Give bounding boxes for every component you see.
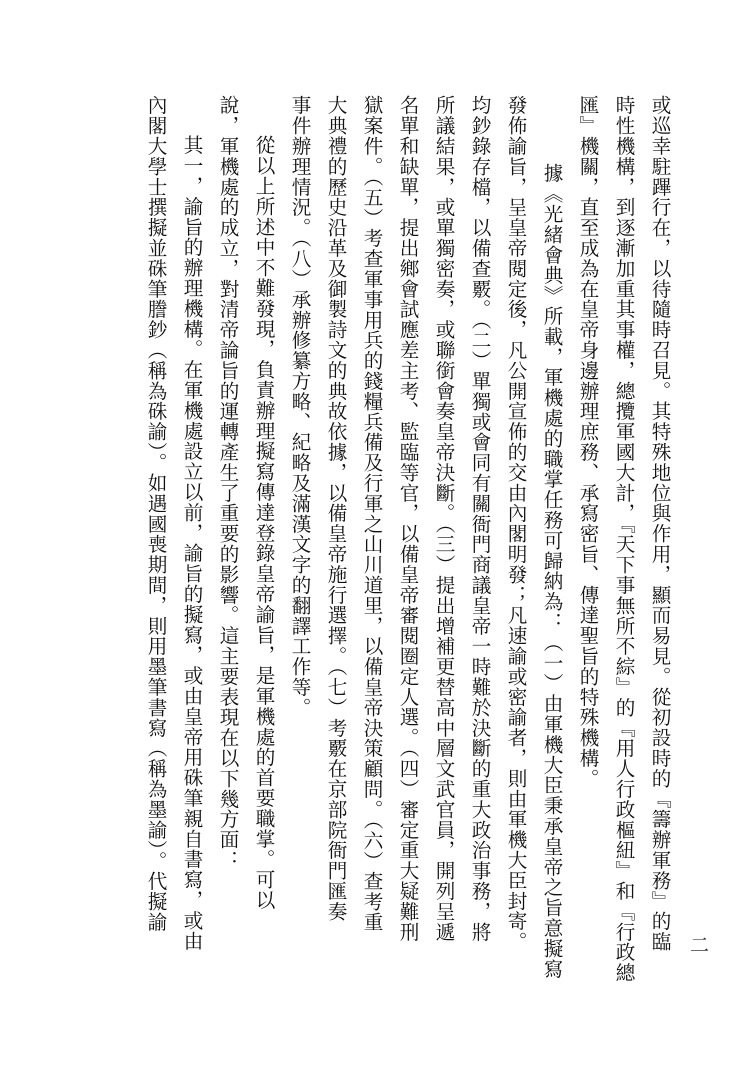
text-column-14: 其一，諭旨的辦理機構。在軍機處設立以前，諭旨的擬寫，或由皇帝用硃筆親自書寫，或由 bbox=[180, 135, 203, 951]
text-column-12: 從以上所述中不難發現，負責辦理擬寫傳達登錄皇帝諭旨，是軍機處的首要職掌。可以 bbox=[252, 135, 275, 911]
text-column-2: 時性機構，到逐漸加重其事權，總攬軍國大計，『天下事無所不綜』的『用人行政樞紐』和『行政總 bbox=[612, 95, 635, 983]
text-column-11: 事件辦理情況。（八）承辦修纂方略、紀略及滿漢文字的翻譯工作等。 bbox=[288, 95, 311, 718]
text-column-1: 或巡幸駐蹕行在，以待隨時召見。其特殊地位與作用，顯而易見。從初設時的『籌辦軍務』的臨 bbox=[648, 95, 671, 952]
text-column-4: 據《光緒會典》所載，軍機處的職掌任務可歸納為：（一）由軍機大臣秉承皇帝之旨意擬寫 bbox=[540, 163, 563, 979]
text-column-9: 獄案件。（五）考查軍事用兵的錢糧兵備及行軍之山川道里，以備皇帝決策顧問。（六）查考重 bbox=[360, 95, 383, 933]
text-column-6: 均鈔錄存檔，以備查覈。（二）單獨或會同有關衙門商議皇帝一時難於決斷的重大政治事務，將 bbox=[468, 95, 491, 942]
text-column-7: 所議結果，或單獨密奏，或聯銜會奏皇帝決斷。（三）提出增補更替高中層文武官員，開列呈遞 bbox=[432, 95, 455, 942]
text-column-10: 大典禮的歷史沿革及御製詩文的典故依據，以備皇帝施行選擇。（七）考覈在京部院衙門匯奏 bbox=[324, 95, 347, 922]
text-column-5: 發佈諭旨，呈皇帝閱定後，凡公開宣佈的交由內閣明發；凡速諭或密諭者，則由軍機大臣封寄。 bbox=[504, 95, 527, 952]
text-column-15: 內閣大學士撰擬並硃筆謄鈔（稱為硃諭）。如遇國喪期間，則用墨筆書寫（稱為墨諭）。代擬諭 bbox=[144, 95, 167, 933]
text-column-8: 名單和缺單，提出鄉會試應差主考、監臨等官，以備皇帝審閱圈定人選。（四）審定重大疑難刑 bbox=[396, 95, 419, 942]
page-number: 二 bbox=[687, 935, 709, 954]
text-column-3: 匯』機關，直至成為在皇帝身邊辦理庶務、承寫密旨、傳達聖旨的特殊機構。 bbox=[576, 95, 599, 789]
text-column-13: 說，軍機處的成立，對清帝論旨的運轉產生了重要的影響。這主要表現在以下幾方面： bbox=[216, 95, 239, 871]
